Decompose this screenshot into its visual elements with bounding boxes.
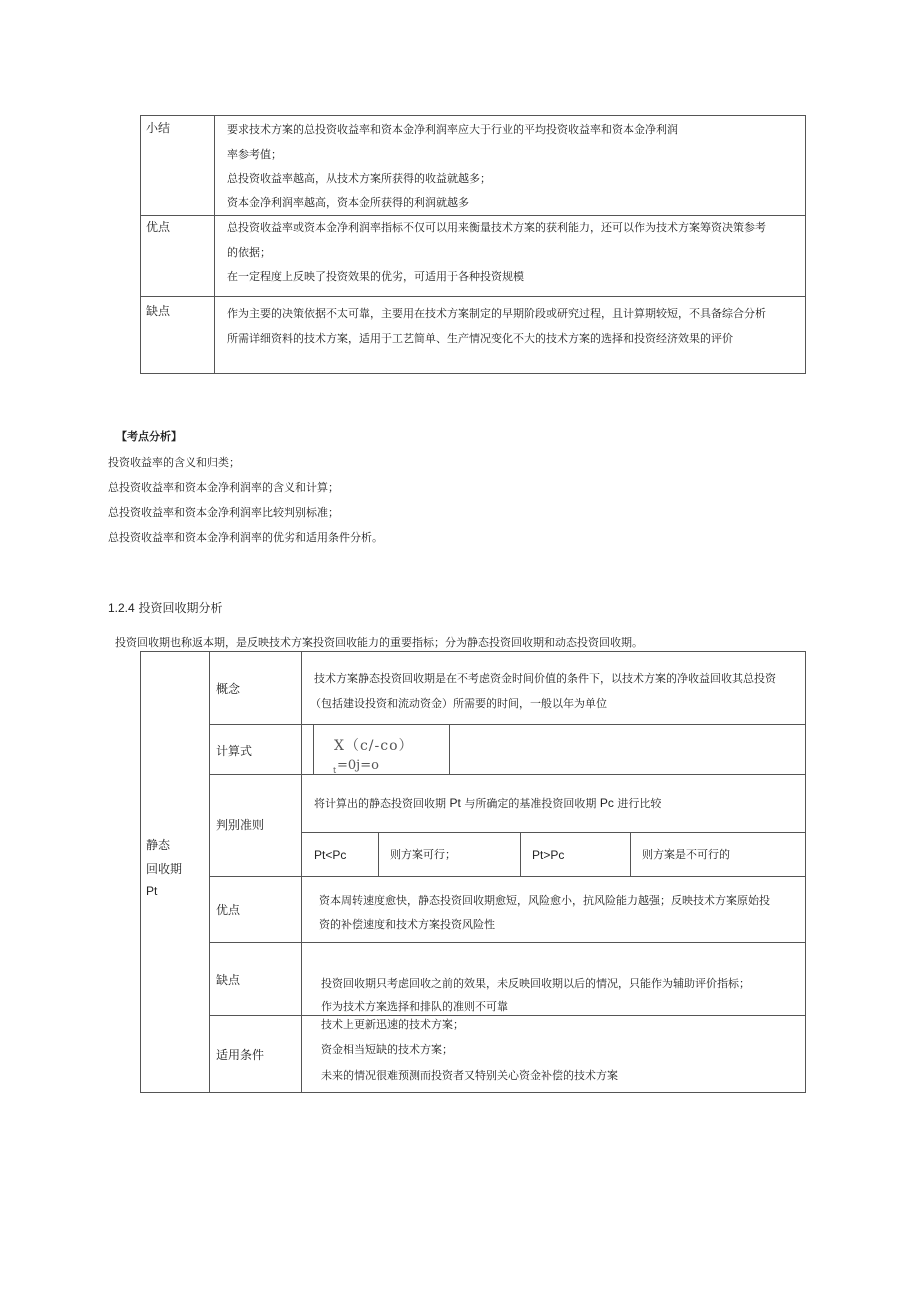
section-heading [108, 602, 223, 614]
row-label-summary: 小结 [146, 121, 171, 135]
table-border [140, 1092, 806, 1093]
advantage-label: 优点 [216, 903, 241, 917]
summary-line: 率参考值； [227, 148, 282, 161]
formula-label: 计算式 [216, 744, 253, 758]
side-label-static: 静态 [146, 838, 171, 852]
applicable-line: 资金相当短缺的技术方案； [321, 1043, 453, 1056]
table-border [805, 651, 806, 1093]
criterion-text-pre: 将计算出的静态投资回收期 [314, 797, 446, 810]
table-border [140, 651, 141, 1093]
summary-line: 资本金净利润率越高，资本金所获得的利润就越多 [227, 196, 469, 209]
criterion-cell-infeasible: 则方案是不可行的 [642, 848, 730, 861]
table-border [805, 115, 806, 374]
formula-sum-limits [337, 759, 379, 772]
analysis-item: 总投资收益率和资本金净利润率的含义和计算； [108, 481, 339, 494]
formula-subscript: t [333, 766, 337, 775]
formula-line: X（c/-co） [334, 738, 414, 754]
criterion-pc: Pc [599, 796, 614, 810]
criterion-text-post: 进行比较 [617, 797, 662, 810]
disadvantage-line: 所需详细资料的技术方案，适用于工艺简单、生产情况变化不大的技术方案的选择和投资经济效果的评价 [227, 332, 733, 345]
table-border [209, 774, 806, 775]
concept-line: 技术方案静态投资回收期是在不考虑资金时间价值的条件下，以技术方案的净收益回收其总投资 [314, 672, 776, 685]
section-title: 投资回收期分析 [138, 601, 223, 615]
analysis-heading: 【考点分析】 [116, 430, 182, 443]
section-number: 1.2.4 [108, 601, 135, 615]
advantage-line: 的依据； [227, 246, 271, 259]
applicable-label: 适用条件 [216, 1048, 265, 1062]
table-border [209, 1015, 806, 1016]
table-border [140, 373, 806, 374]
advantage-line: 资本周转速度愈快，静态投资回收期愈短，风险愈小，抗风险能力越强；反映技术方案原始投 [319, 894, 770, 907]
table-border [209, 651, 210, 1093]
formula-lower-limit: j=o [356, 758, 379, 773]
table-border [209, 724, 806, 725]
criterion-text [314, 797, 661, 809]
row-label-disadvantage: 缺点 [146, 304, 171, 318]
side-label-pt: Pt [146, 884, 158, 898]
advantage-line: 在一定程度上反映了投资效果的优劣，可适用于各种投资规模 [227, 270, 524, 283]
analysis-item: 投资收益率的含义和归类； [108, 456, 240, 469]
table-border [520, 832, 521, 876]
table-border [209, 876, 806, 877]
disadvantage-label: 缺点 [216, 973, 241, 987]
advantage-line: 总投资收益率或资本金净利润率指标不仅可以用来衡量技术方案的获利能力，还可以作为技术方案筹资决策参考 [227, 221, 766, 234]
side-label-payback: 回收期 [146, 862, 183, 876]
summary-line: 总投资收益率越高，从技术方案所获得的收益就越多； [227, 172, 491, 185]
criterion-cell-pt-lt-pc: Pt<Pc [314, 848, 347, 862]
table-border [140, 651, 806, 652]
table-border [140, 115, 141, 374]
criterion-label: 判别准则 [216, 818, 265, 832]
applicable-line: 未来的情况很难预测而投资者又特别关心资金补偿的技术方案 [321, 1069, 618, 1082]
table-border [449, 724, 450, 774]
criterion-cell-pt-gt-pc: Pt>Pc [532, 848, 565, 862]
table-border [630, 832, 631, 876]
disadvantage-line: 作为技术方案选择和排队的准则不可靠 [321, 1000, 508, 1013]
criterion-text-mid: 与所确定的基准投资回收期 [464, 797, 597, 810]
criterion-cell-feasible: 则方案可行； [390, 848, 456, 861]
table-border [140, 115, 806, 116]
disadvantage-line: 投资回收期只考虑回收之前的效果，未反映回收期以后的情况，只能作为辅助评价指标； [321, 977, 750, 990]
applicable-line: 技术上更新迅速的技术方案； [321, 1018, 464, 1031]
analysis-item: 总投资收益率和资本金净利润率的优劣和适用条件分析。 [108, 531, 383, 544]
concept-line: （包括建设投资和流动资金）所需要的时间，一般以年为单位 [310, 697, 607, 710]
concept-label: 概念 [216, 682, 241, 696]
section-intro: 投资回收期也称返本期，是反映技术方案投资回收能力的重要指标；分为静态投资回收期和动态投资回收期。 [115, 636, 643, 649]
formula-upper-limit: =0 [337, 758, 357, 773]
table-border [378, 832, 379, 876]
table-border [209, 942, 806, 943]
table-border [140, 215, 806, 216]
row-label-advantage: 优点 [146, 220, 171, 234]
table-border [214, 115, 215, 374]
table-border [301, 832, 806, 833]
table-border [301, 651, 302, 1093]
disadvantage-line: 作为主要的决策依据不太可靠，主要用在技术方案制定的早期阶段或研究过程，且计算期较短，不具备综合分析 [227, 307, 766, 320]
summary-line: 要求技术方案的总投资收益率和资本金净利润率应大于行业的平均投资收益率和资本金净利润 [227, 123, 678, 136]
table-border [313, 724, 314, 774]
table-border [140, 296, 806, 297]
advantage-line: 资的补偿速度和技术方案投资风险性 [319, 918, 495, 931]
analysis-item: 总投资收益率和资本金净利润率比较判别标准； [108, 506, 339, 519]
criterion-pt: Pt [449, 796, 461, 810]
